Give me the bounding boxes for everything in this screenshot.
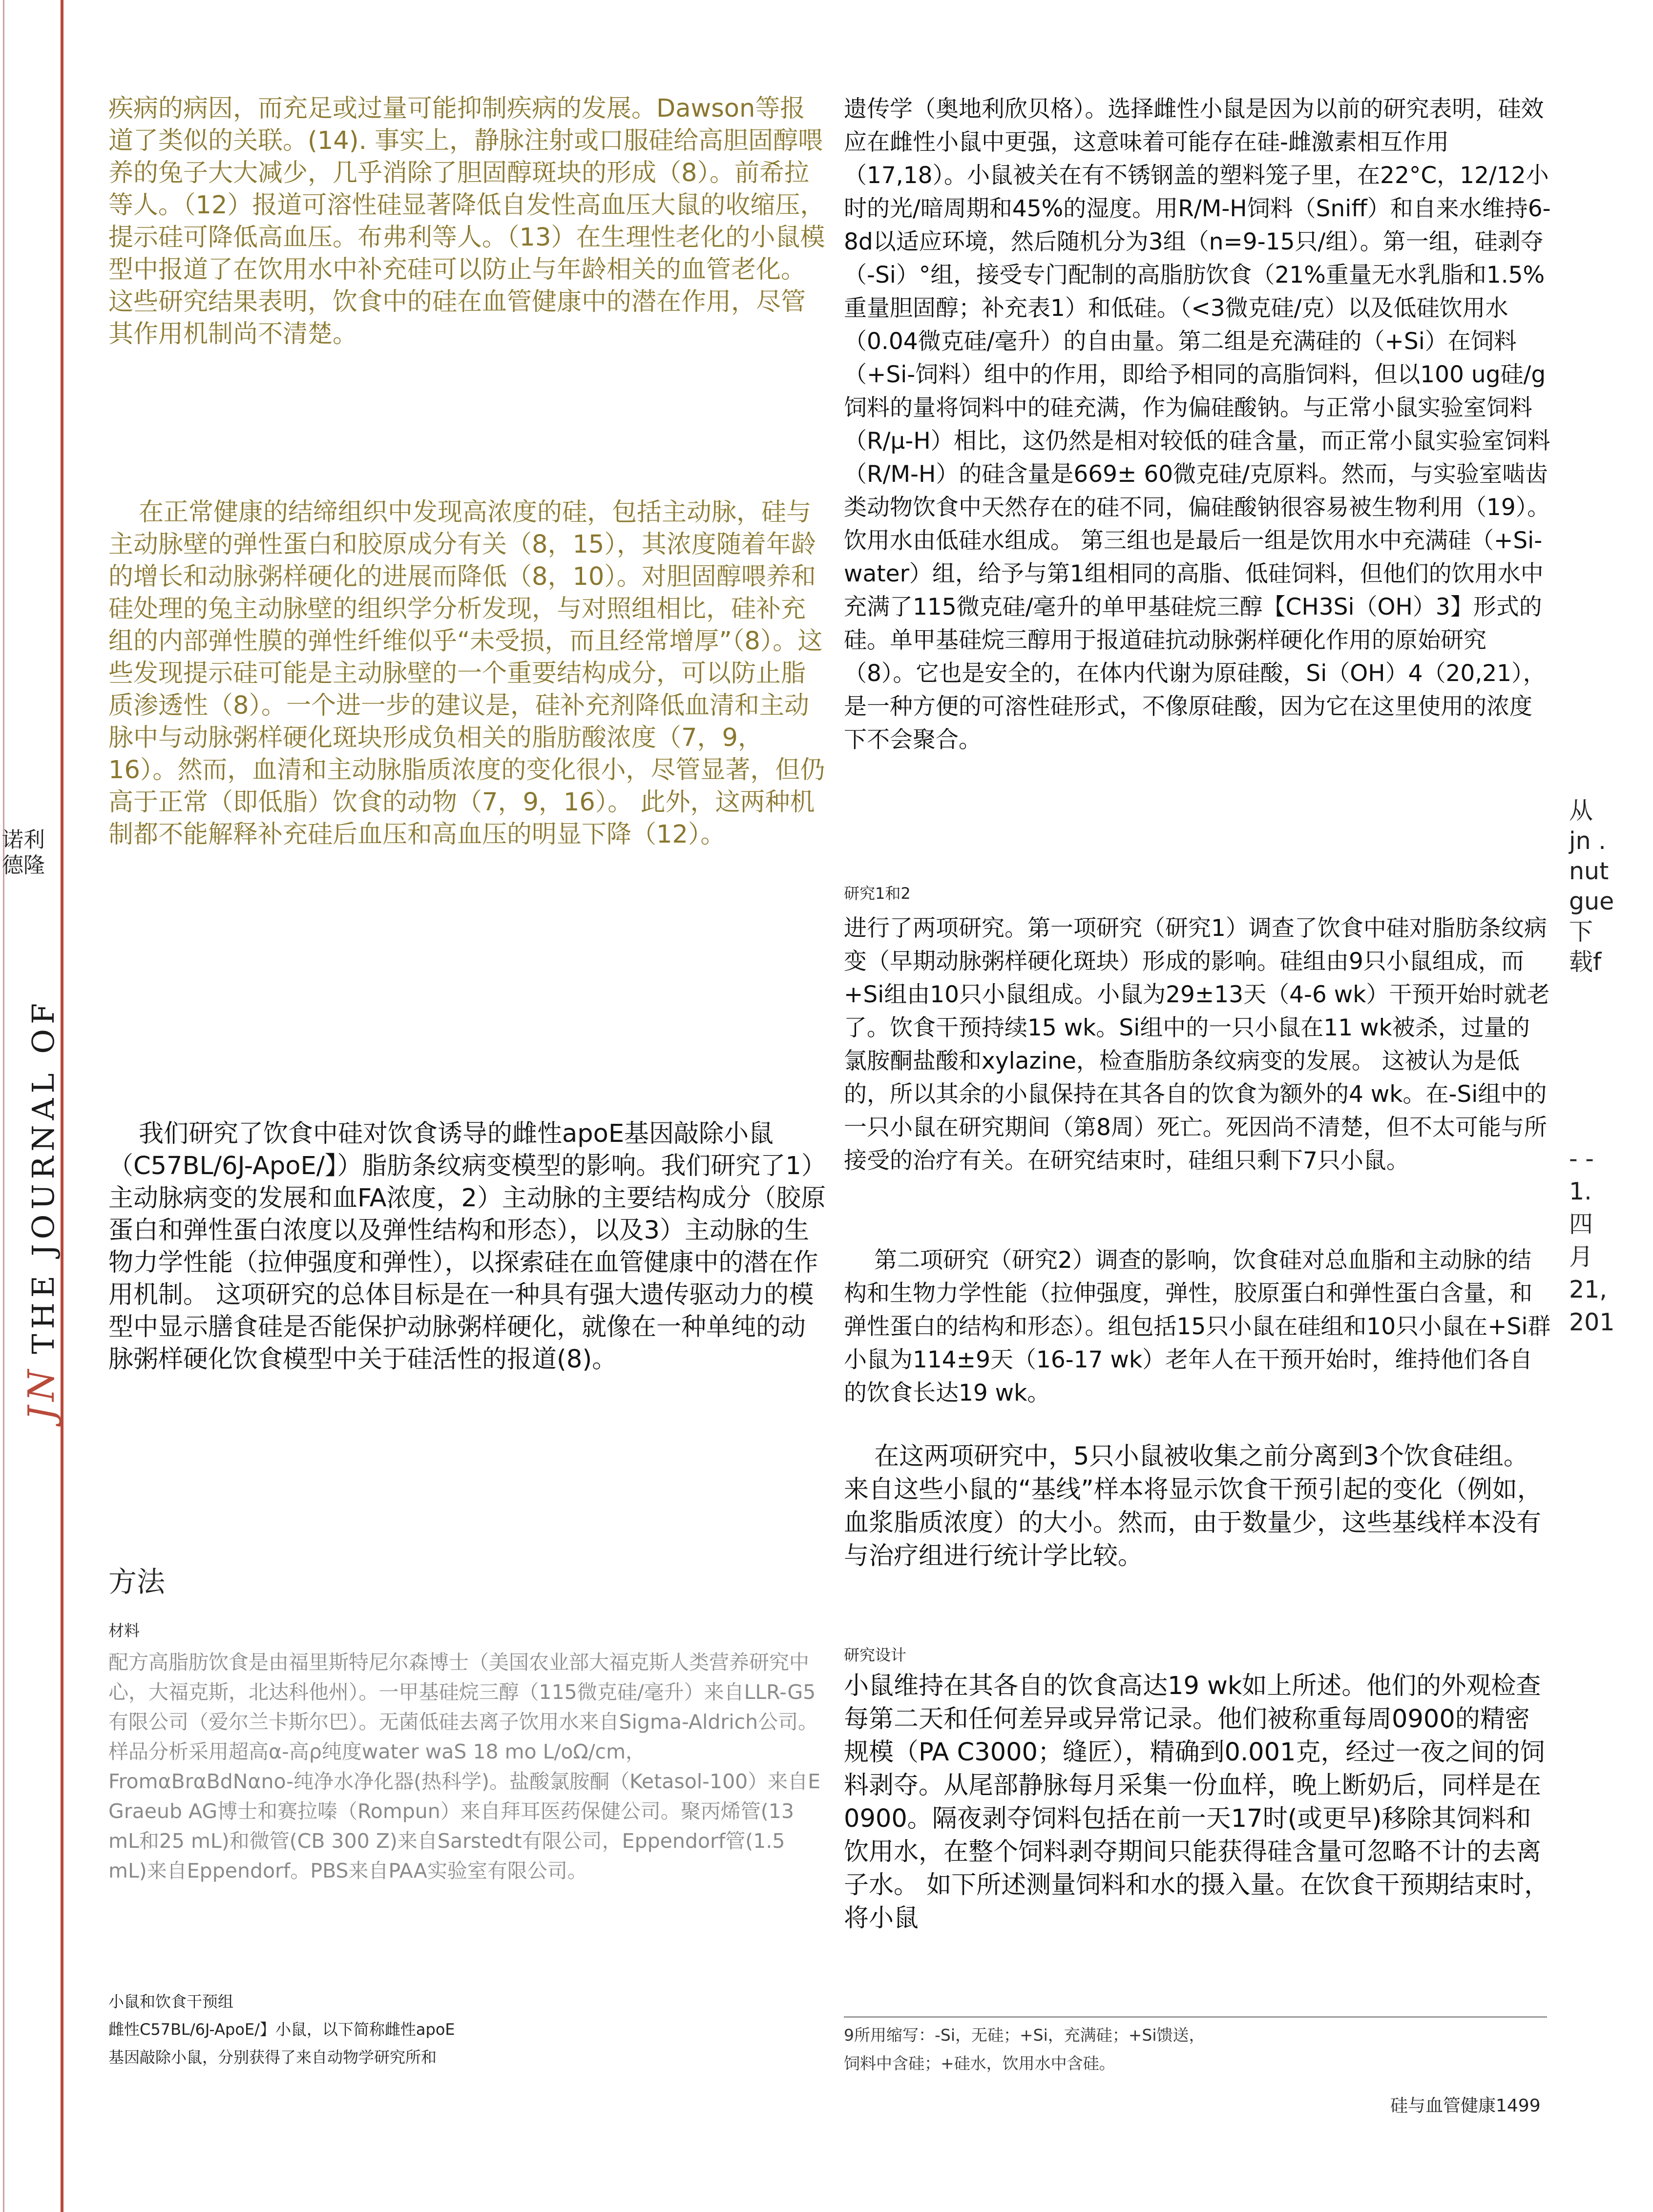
right-paragraph-4: 在这两项研究中，5只小鼠被收集之前分离到3个饮食硅组。来自这些小鼠的“基线”样本将显示饮食干预引起的变化（例如，血浆脂质浓度）的大小。然而，由于数量少，这些基线样本没有与治疗组进行统计学比较。 (844, 1442, 1542, 1571)
side-date-line: - - (1569, 1145, 1594, 1173)
side-download-text (1569, 796, 1652, 977)
left-paragraph-2: 在正常健康的结缔组织中发现高浓度的硅，包括主动脉，硅与主动脉壁的弹性蛋白和胶原成分有关（8，15），其浓度随着年龄的增长和动脉粥样硬化的进展而降低（8，10）。对胆固醇喂养和硅处理的兔主动脉壁的组织学分析发现，与对照组相比，硅补充组的内部弹性膜的弹性纤维似乎“未受损，而且经常增厚”（8）。这些发现提示硅可能是主动脉壁的一个重要结构成分，可以防止脂质渗透性（8）。一个进一步的建议是，硅补充剂降低血清和主动脉中与动脉粥样硬化斑块形成负相关的脂肪酸浓度（7，9，16）。然而，血清和主动脉脂质浓度的变化很小，尽管显著，但仍高于正常（即低脂）饮食的动物（7，9，16）。 此外，这两种机制都不能解释补充硅后血压和高血压的明显下降（12）。 (108, 498, 825, 849)
journal-name: THE JOURNAL OF (25, 998, 61, 1354)
side-date-line: 四 (1569, 1210, 1593, 1238)
side-date-line: 21, (1569, 1276, 1607, 1303)
side-download-line: 载f (1569, 948, 1602, 976)
side-date-text (1569, 1142, 1652, 1339)
page-footer: 硅与血管健康1499 (1390, 2096, 1541, 2116)
right-paragraph-2: 进行了两项研究。第一项研究（研究1）调查了饮食中硅对脂肪条纹病变（早期动脉粥样硬化斑块）形成的影响。硅组由9只小鼠组成，而+Si组由10只小鼠组成。小鼠为29±13天（4-6 wk）干预开始时就老了。饮食干预持续15 wk。Si组中的一只小鼠在11 wk被杀，过量的氯胺酮盐酸和xylazine，检查脂肪条纹病变的发展。 这被认为是低的，所以其余的小鼠保持在其各自的饮食为额外的4 wk。在-Si组中的一只小鼠在研究期间（第8周）死亡。死因尚不清楚，但不太可能与所接受的治疗有关。在研究结束时，硅组只剩下7只小鼠。 (844, 915, 1550, 1174)
journal-spine-title (21, 981, 63, 1421)
footnote-line-1: 9所用缩写：-Si，无硅；+Si，充满硅；+Si馈送， (844, 2026, 1205, 2045)
mice-label: 小鼠和饮食干预组 (108, 1992, 234, 2011)
side-date-line: 201 (1569, 1308, 1615, 1336)
study-label: 研究1和2 (844, 884, 911, 903)
footnote-line-2: 饲料中含硅；+硅水，饮用水中含硅。 (844, 2054, 1115, 2073)
side-date-line: 1. (1569, 1178, 1592, 1205)
journal-abbr: JN (21, 1364, 63, 1421)
methods-heading: 方法 (108, 1565, 166, 1598)
side-download-line: 从 (1569, 797, 1593, 825)
materials-label: 材料 (108, 1621, 140, 1640)
side-download-line: gue (1569, 888, 1614, 915)
mice-line-2: 基因敲除小鼠，分别获得了来自动物学研究所和 (108, 2048, 437, 2067)
side-author-label: 诺利德隆 (2, 827, 45, 878)
left-paragraph-1: 疾病的病因，而充足或过量可能抑制疾病的发展。Dawson等报道了类似的关联。(14). 事实上，静脉注射或口服硅给高胆固醇喂养的兔子大大减少，几乎消除了胆固醇斑块的形成（8）。前希拉等人。（12）报道可溶性硅显著降低自发性高血压大鼠的收缩压，提示硅可降低高血压。布弗利等人。（13）在生理性老化的小鼠模型中报道了在饮用水中补充硅可以防止与年龄相关的血管老化。 这些研究结果表明，饮食中的硅在血管健康中的潜在作用，尽管其作用机制尚不清楚。 (108, 94, 825, 349)
side-download-line: 下 (1569, 918, 1593, 946)
right-paragraph-1: 遗传学（奥地利欣贝格）。选择雌性小鼠是因为以前的研究表明，硅效应在雌性小鼠中更强，这意味着可能存在硅-雌激素相互作用（17,18）。小鼠被关在有不锈钢盖的塑料笼子里，在22°C，12/12小时的光/暗周期和45%的湿度。用R/M-H饲料（Sniff）和自来水维持6-8d以适应环境，然后随机分为3组（n=9-15只/组）。第一组，硅剥夺（-Si）°组，接受专门配制的高脂肪饮食（21%重量无水乳脂和1.5%重量胆固醇；补充表1）和低硅。（<3微克硅/克）以及低硅饮用水（0.04微克硅/毫升）的自由量。第二组是充满硅的（+Si）在饲料（+Si-饲料）组中的作用，即给予相同的高脂饲料，但以100 ug硅/g饲料的量将饲料中的硅充满，作为偏硅酸钠。与正常小鼠实验室饲料（R/μ-H）相比，这仍然是相对较低的硅含量，而正常小鼠实验室饲料（R/M-H）的硅含量是669± 60微克硅/克原料。然而，与实验室啮齿类动物饮食中天然存在的硅不同，偏硅酸钠很容易被生物利用（19）。饮用水由低硅水组成。 第三组也是最后一组是饮用水中充满硅（+Si-water）组，给予与第1组相同的高脂、低硅饲料，但他们的饮用水中充满了115微克硅/毫升的单甲基硅烷三醇【CH3Si（OH）3】形式的硅。单甲基硅烷三醇用于报道硅抗动脉粥样硬化作用的原始研究（8）。它也是安全的，在体内代谢为原硅酸，Si（OH）4（20,21），是一种方便的可溶性硅形式，不像原硅酸，因为它在这里使用的浓度下不会聚合。 (844, 96, 1551, 753)
margin-thin-line (3, 0, 4, 2212)
mice-line-1: 雌性C57BL/6J-ApoE/】小鼠，以下简称雌性apoE (108, 2020, 455, 2039)
right-paragraph-3: 第二项研究（研究2）调查的影响，饮食硅对总血脂和主动脉的结构和生物力学性能（拉伸强度，弹性，胶原蛋白和弹性蛋白含量，和弹性蛋白的结构和形态）。组包括15只小鼠在硅组和10只小鼠在+Si群小鼠为114±9天（16-17 wk）老年人在干预开始时，维持他们各自的饮食长达19 wk。 (844, 1247, 1551, 1406)
side-download-line: nut (1569, 857, 1609, 885)
design-label: 研究设计 (844, 1646, 907, 1664)
footnote (844, 2021, 1205, 2078)
right-paragraph-5: 小鼠维持在其各自的饮食高达19 wk如上所述。他们的外观检查每第二天和任何差异或异常记录。他们被称重每周0900的精密规模（PA C3000；缝匠），精确到0.001克，经过一夜之间的饲料剥夺。从尾部静脉每月采集一份血样，晚上断奶后，同样是在0900。隔夜剥夺饲料包括在前一天17时(或更早)移除其饲料和饮用水，在整个饲料剥夺期间只能获得硅含量可忽略不计的去离子水。 如下所述测量饲料和水的摄入量。在饮食干预期结束时，将小鼠 (844, 1672, 1549, 1933)
materials-paragraph: 配方高脂肪饮食是由福里斯特尼尔森博士（美国农业部大福克斯人类营养研究中心，大福克斯，北达科他州）。一甲基硅烷三醇（115微克硅/毫升）来自LLR-G5有限公司（爱尔兰卡斯尔巴）。无菌低硅去离子饮用水来自Sigma-Aldrich公司。样品分析采用超高α-高ρ纯度water waS 18 mo L/oΩ/cm，FromαBrαBdNαno-纯净水净化器(热科学)。盐酸氯胺酮（Ketasol-100）来自E Graeub AG博士和赛拉嗪（Rompun）来自拜耳医药保健公司。聚丙烯管(13 mL和25 mL)和微管(CB 300 Z)来自Sarstedt有限公司，Eppendorf管(1.5 mL)来自Eppendorf。PBS来自PAA实验室有限公司。 (108, 1651, 821, 1882)
side-date-line: 月 (1569, 1243, 1593, 1271)
side-download-line: jn . (1569, 827, 1606, 855)
left-paragraph-3: 我们研究了饮食中硅对饮食诱导的雌性apoE基因敲除小鼠（C57BL/6J-ApoE/】）脂肪条纹病变模型的影响。我们研究了1）主动脉病变的发展和血FA浓度，2）主动脉的主要结构成分（胶原蛋白和弹性蛋白浓度以及弹性结构和形态），以及3）主动脉的生物力学性能（拉伸强度和弹性），以探索硅在血管健康中的潜在作用机制。 这项研究的总体目标是在一种具有强大遗传驱动力的模型中显示膳食硅是否能保护动脉粥样硬化，就像在一种单纯的动脉粥样硬化饮食模型中关于硅活性的报道(8)。 (108, 1119, 826, 1374)
footnote-rule (844, 2016, 1547, 2018)
